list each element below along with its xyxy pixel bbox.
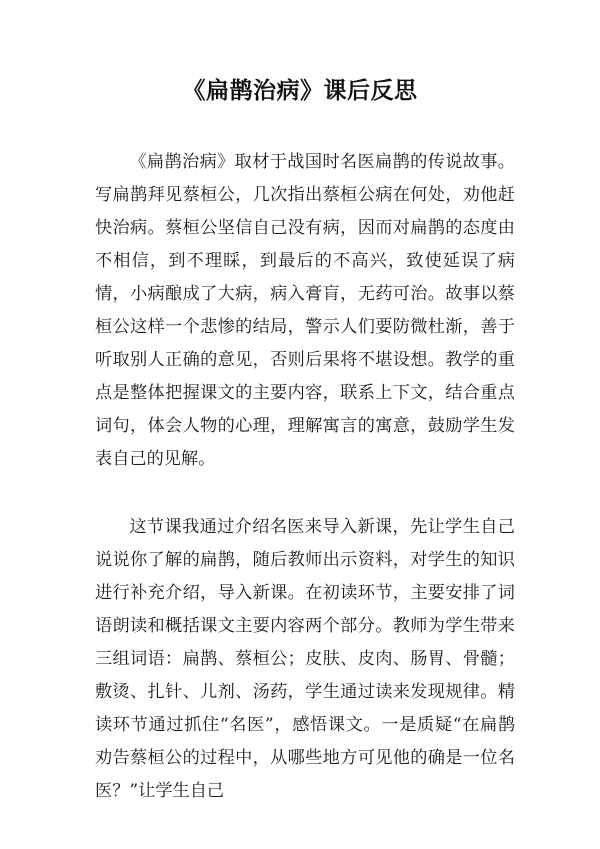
- paragraph-1: 《扁鹊治病》取材于战国时名医扁鹊的传说故事。写扁鹊拜见蔡桓公，几次指出蔡桓公病在何处，劝他赶快治病。蔡桓公坚信自己没有病，因而对扁鹊的态度由不相信，到不理睬，到最后的不高兴，致使延误了病情，小病酿成了大病，病入膏肓，无药可治。故事以蔡桓公这样一个悲惨的结局，警示人们要防微杜渐，善于听取别人正确的意见，否则后果将不堪设想。教学的重点是整体把握课文的主要内容，联系上下文，结合重点词句，体会人物的心理，理解寓言的寓意，鼓励学生发表自己的见解。: [95, 152, 515, 469]
- document-title: 《扁鹊治病》课后反思: [182, 78, 418, 104]
- paragraph-2: 这节课我通过介绍名医来导入新课，先让学生自己说说你了解的扁鹊，随后教师出示资料，对学生的知识进行补充介绍，导入新课。在初读环节，主要安排了词语朗读和概括课文主要内容两个部分。教师为学生带来三组词语：扁鹊、蔡桓公；皮肤、皮肉、肠胃、骨髓；敷烫、扎针、儿剂、汤药，学生通过读来发现规律。精读环节通过抓住“名医”，感悟课文。一是质疑“在扁鹊劝告蔡桓公的过程中，从哪些地方可见他的确是一位名医？”让学生自己: [95, 517, 515, 801]
